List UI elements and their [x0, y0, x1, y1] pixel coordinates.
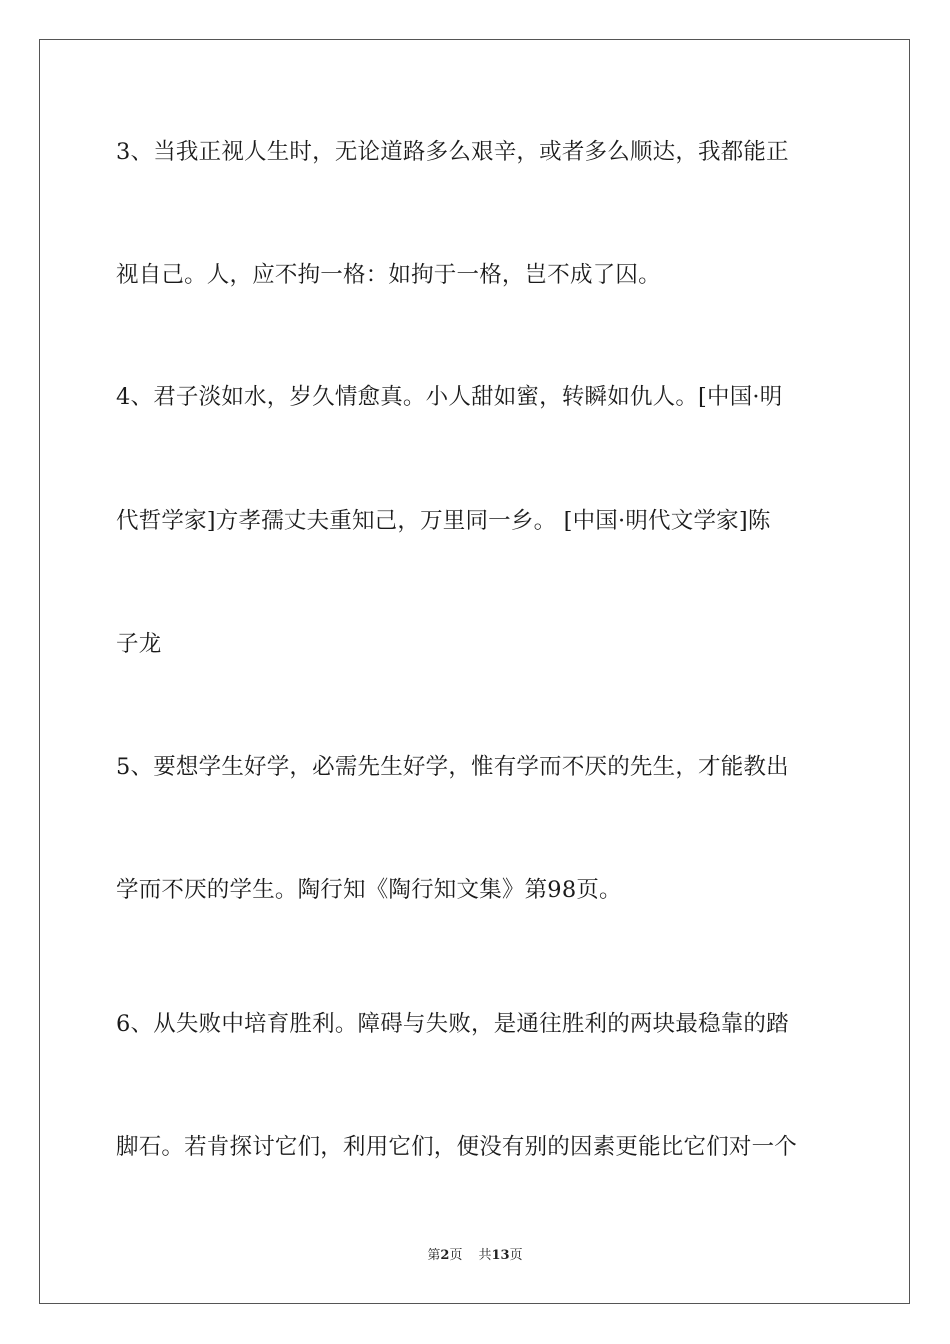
footer-page-number: 2 [440, 1248, 450, 1263]
text-line-4: 代哲学家]方孝孺丈夫重知己，万里同一乡。 [中国·明代文学家]陈 [116, 508, 771, 534]
footer-total-prefix: 共 [478, 1248, 492, 1263]
text-line-3: 4、君子淡如水，岁久情愈真。小人甜如蜜，转瞬如仇人。[中国·明 [116, 384, 783, 410]
text-line-7: 学而不厌的学生。陶行知《陶行知文集》第98页。 [116, 877, 622, 903]
page-border [39, 39, 910, 1304]
text-line-6: 5、要想学生好学，必需先生好学，惟有学而不厌的先生，才能教出 [116, 754, 789, 780]
footer-total-suffix: 页 [509, 1248, 523, 1263]
page-footer [0, 1247, 950, 1265]
text-line-9: 脚石。若肯探讨它们，利用它们，便没有别的因素更能比它们对一个 [116, 1134, 798, 1160]
text-line-5: 子龙 [116, 631, 162, 657]
text-line-1: 3、当我正视人生时，无论道路多么艰辛，或者多么顺达，我都能正 [116, 139, 789, 165]
footer-page-suffix: 页 [449, 1248, 463, 1263]
footer-total-pages: 13 [491, 1248, 510, 1263]
footer-page-prefix: 第 [427, 1248, 441, 1263]
text-line-2: 视自己。人，应不拘一格：如拘于一格，岂不成了囚。 [116, 262, 661, 288]
text-line-8: 6、从失败中培育胜利。障碍与失败，是通往胜利的两块最稳靠的踏 [116, 1011, 789, 1037]
